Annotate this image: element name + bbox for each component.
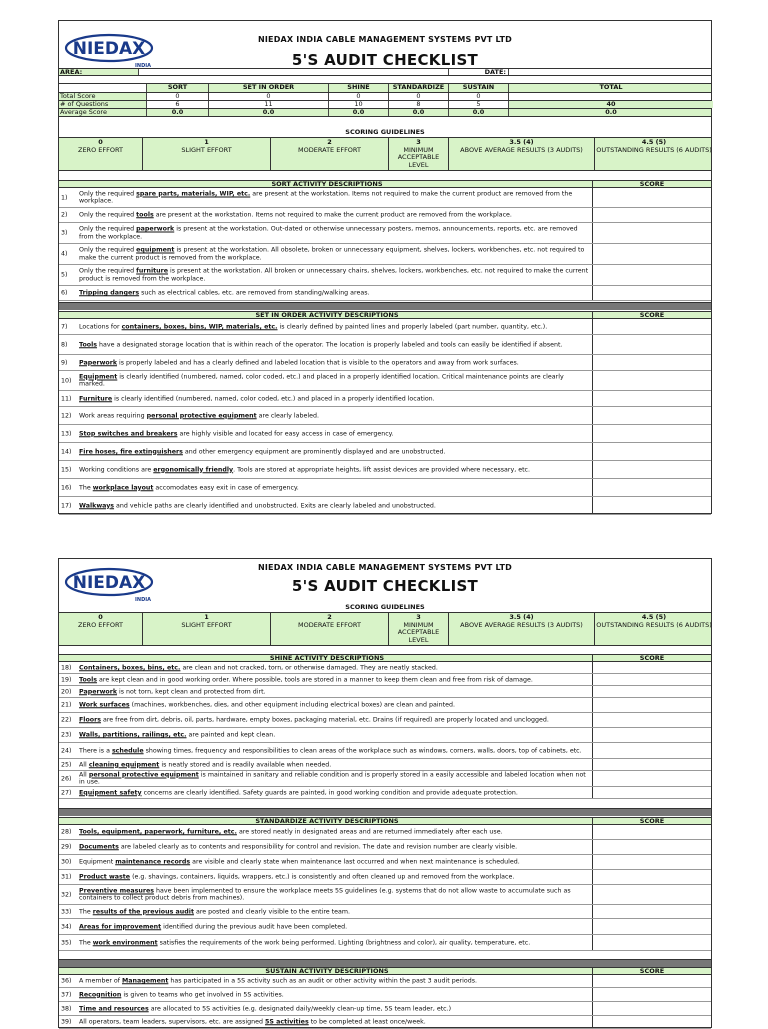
score-input[interactable] bbox=[592, 371, 711, 390]
checklist-item bbox=[59, 371, 711, 391]
summary-row-label: Total Score bbox=[59, 93, 147, 100]
item-number: 1) bbox=[61, 193, 68, 201]
item-description: Only the required equipment is present at the workstation. All obsolete, broken or unnecessary equipment, shelves, lockers, workbenches, etc. not required to make the current product is removed from the workplace. bbox=[79, 246, 585, 261]
item-description: Paperwork is properly labeled and has a clearly defined and labeled location that is visible to the operators and away from work surfaces. bbox=[79, 358, 519, 366]
score-input[interactable] bbox=[592, 443, 711, 460]
section-divider bbox=[59, 302, 711, 310]
guideline-4: 3.5 (4) ABOVE AVERAGE RESULTS (3 AUDITS) bbox=[449, 613, 595, 645]
checklist-item bbox=[59, 771, 711, 787]
item-number: 7) bbox=[61, 322, 68, 330]
score-input[interactable] bbox=[592, 497, 711, 514]
summary-cell: 0 bbox=[209, 93, 329, 100]
summary-header-sustain: SUSTAIN bbox=[449, 84, 509, 92]
item-keyword: personal protective equipment bbox=[88, 771, 199, 778]
item-description: Tripping dangers such as electrical cables, etc. are removed from standing/walking areas. bbox=[79, 289, 370, 297]
section-header-sustain bbox=[59, 967, 711, 975]
item-number: 6) bbox=[61, 289, 68, 297]
item-number: 33) bbox=[61, 907, 72, 915]
item-number: 5) bbox=[61, 271, 68, 279]
checklist-item bbox=[59, 1016, 711, 1029]
item-number: 14) bbox=[61, 447, 72, 455]
item-description: Equipment is clearly identified (numbered, named, color coded, etc.) and placed in a properly identified location. Critical maintenance points are clearly marked. bbox=[79, 373, 564, 388]
score-input[interactable] bbox=[592, 391, 711, 406]
checklist-item bbox=[59, 662, 711, 674]
item-keyword: Tools bbox=[79, 340, 98, 348]
score-input[interactable] bbox=[592, 188, 711, 207]
item-number: 12) bbox=[61, 411, 72, 419]
item-number: 26) bbox=[61, 774, 72, 782]
item-keyword: paperwork bbox=[136, 225, 175, 233]
summary-header-total: TOTAL bbox=[599, 84, 623, 91]
item-description: All operators, team leaders, supervisors, etc. are assigned 5S activities to be completed at least once/week. bbox=[79, 1018, 426, 1026]
item-number: 19) bbox=[61, 675, 72, 683]
item-keyword: Paperwork bbox=[79, 358, 118, 366]
summary-cell: 40 bbox=[509, 101, 713, 108]
item-number: 24) bbox=[61, 746, 72, 754]
summary-cell: 0.0 bbox=[389, 109, 449, 116]
summary-header-shine: SHINE bbox=[329, 84, 389, 92]
checklist-sheet-1 bbox=[58, 20, 712, 514]
date-label: DATE: bbox=[449, 69, 509, 75]
scoring-guidelines bbox=[59, 612, 711, 646]
summary-cell: 0 bbox=[389, 93, 449, 100]
item-description: Only the required furniture is present at the workstation. All broken or unnecessary chairs, shelves, lockers, workbenches, etc. not required to make the current product is removed from the workplace. bbox=[79, 267, 589, 282]
item-number: 20) bbox=[61, 687, 72, 695]
checklist-item bbox=[59, 698, 711, 713]
item-description: The results of the previous audit are posted and clearly visible to the entire team. bbox=[79, 907, 351, 915]
item-keyword: cleaning equipment bbox=[88, 760, 160, 768]
item-description: Stop switches and breakers are highly visible and located for easy access in case of emergency. bbox=[79, 429, 394, 437]
checklist-item bbox=[59, 787, 711, 799]
item-number: 27) bbox=[61, 788, 72, 796]
item-number: 18) bbox=[61, 663, 72, 671]
item-number: 38) bbox=[61, 1004, 72, 1012]
checklist-item bbox=[59, 425, 711, 443]
summary-cell bbox=[509, 93, 713, 100]
item-description: Tools, equipment, paperwork, furniture, etc. are stored neatly in designated areas and are returned immediately after each use. bbox=[79, 828, 503, 836]
item-keyword: Documents bbox=[79, 843, 119, 851]
item-keyword: Stop switches and breakers bbox=[79, 429, 178, 437]
score-input[interactable] bbox=[592, 244, 711, 264]
checklist-item bbox=[59, 686, 711, 698]
guideline-1: 1 SLIGHT EFFORT bbox=[143, 138, 271, 170]
item-description: Documents are labeled clearly as to contents and responsibility for control and revision. The date and revision number are clearly visible. bbox=[79, 843, 518, 851]
item-description: Paperwork is not torn, kept clean and protected from dirt. bbox=[79, 687, 266, 695]
summary-cell: 0.0 bbox=[449, 109, 509, 116]
item-keyword: Walkways bbox=[79, 501, 115, 509]
section-title: SET IN ORDER ACTIVITY DESCRIPTIONS bbox=[255, 311, 399, 319]
item-keyword: 5S activities bbox=[264, 1018, 309, 1026]
summary-row-label: # of Questions bbox=[59, 101, 147, 108]
item-description: The workplace layout accomodates easy exit in case of emergency. bbox=[79, 483, 299, 491]
item-number: 3) bbox=[61, 229, 68, 237]
summary-cell: 5 bbox=[449, 101, 509, 108]
item-keyword: furniture bbox=[136, 267, 168, 275]
item-keyword: Product waste bbox=[79, 873, 131, 881]
item-number: 35) bbox=[61, 938, 72, 946]
item-keyword: personal protective equipment bbox=[146, 411, 257, 419]
section-title: SUSTAIN ACTIVITY DESCRIPTIONS bbox=[265, 967, 389, 975]
score-input[interactable] bbox=[592, 840, 711, 854]
page-title: 5'S AUDIT CHECKLIST bbox=[291, 577, 479, 595]
item-description: The work environment satisfies the requirements of the work being performed. Lighting (brightness and color), air quality, temperature, etc. bbox=[79, 938, 531, 946]
score-input[interactable] bbox=[592, 825, 711, 839]
checklist-item bbox=[59, 713, 711, 728]
item-number: 37) bbox=[61, 990, 72, 998]
item-description: Time and resources are allocated to 5S activities (e.g. designated daily/weekly clean-up time, 5S team leader, etc.) bbox=[79, 1004, 452, 1012]
item-number: 9) bbox=[61, 358, 68, 366]
item-keyword: Fire hoses, fire extinguishers bbox=[79, 447, 183, 455]
checklist-item bbox=[59, 391, 711, 407]
checklist-item bbox=[59, 975, 711, 988]
checklist-item bbox=[59, 265, 711, 286]
summary-cell: 0 bbox=[449, 93, 509, 100]
item-description: Areas for improvement identified during the previous audit have been completed. bbox=[79, 922, 348, 930]
item-keyword: schedule bbox=[111, 746, 144, 754]
checklist-item bbox=[59, 935, 711, 951]
item-number: 13) bbox=[61, 429, 72, 437]
summary-cell: 11 bbox=[209, 101, 329, 108]
item-description: Product waste (e.g. shavings, containers, liquids, wrappers, etc.) is consistently and often cleaned up and removed from the workplace. bbox=[79, 873, 515, 881]
item-keyword: Containers, boxes, bins, etc. bbox=[79, 663, 181, 671]
score-input[interactable] bbox=[592, 713, 711, 727]
item-keyword: containers, boxes, bins, WIP, materials, etc. bbox=[121, 322, 278, 330]
item-number: 17) bbox=[61, 501, 72, 509]
score-input[interactable] bbox=[592, 771, 711, 786]
item-description: Floors are free from dirt, debris, oil, parts, hardware, empty boxes, packaging material, etc. Drains (if required) are properly located and unclogged. bbox=[79, 716, 549, 724]
summary-header-standardize: STANDARDIZE bbox=[389, 84, 449, 92]
checklist-sheet-2 bbox=[58, 558, 712, 1028]
scoring-guidelines bbox=[59, 137, 711, 171]
item-keyword: Walls, partitions, railings, etc. bbox=[79, 731, 187, 739]
item-number: 22) bbox=[61, 716, 72, 724]
score-input[interactable] bbox=[592, 335, 711, 354]
section-divider bbox=[59, 808, 711, 816]
summary-header-set: SET IN ORDER bbox=[209, 84, 329, 92]
checklist-item bbox=[59, 319, 711, 335]
score-input[interactable] bbox=[592, 407, 711, 424]
section-header-sort bbox=[59, 180, 711, 188]
checklist-item bbox=[59, 443, 711, 461]
score-input[interactable] bbox=[592, 1002, 711, 1015]
item-description: All cleaning equipment is neatly stored and is readily available when needed. bbox=[79, 760, 332, 768]
item-description: Recognition is given to teams who get involved in 5S activities. bbox=[79, 990, 284, 998]
guideline-2: 2 MODERATE EFFORT bbox=[271, 613, 389, 645]
section-title: SHINE ACTIVITY DESCRIPTIONS bbox=[269, 654, 385, 662]
item-keyword: Equipment safety bbox=[79, 788, 142, 796]
item-description: Preventive measures have been implemented to ensure the workplace meets 5S guidelines (e.g. systems that do not allow waste to accumulate such as containers to collect product debris from machines). bbox=[79, 887, 571, 902]
checklist-item bbox=[59, 825, 711, 840]
item-keyword: Tripping dangers bbox=[79, 289, 140, 297]
checklist-item bbox=[59, 407, 711, 425]
item-keyword: Floors bbox=[79, 716, 101, 724]
section-header-standardize bbox=[59, 817, 711, 825]
score-input[interactable] bbox=[592, 1016, 711, 1028]
checklist-item bbox=[59, 743, 711, 759]
item-keyword: Time and resources bbox=[79, 1004, 149, 1012]
score-input[interactable] bbox=[592, 461, 711, 478]
item-description: Only the required paperwork is present at the workstation. Out-dated or otherwise unnecessary posters, memos, announcements, reports, etc. are removed from the workplace. bbox=[79, 225, 578, 240]
item-keyword: tools bbox=[136, 211, 154, 219]
checklist-item bbox=[59, 885, 711, 905]
summary-row-label: Average Score bbox=[59, 109, 147, 116]
checklist-item bbox=[59, 840, 711, 855]
section-title: SORT ACTIVITY DESCRIPTIONS bbox=[271, 180, 383, 188]
item-keyword: maintenance records bbox=[115, 858, 191, 866]
checklist-item bbox=[59, 870, 711, 885]
item-keyword: workplace layout bbox=[92, 483, 154, 491]
section-header-set bbox=[59, 311, 711, 319]
item-number: 4) bbox=[61, 250, 68, 258]
item-description: Locations for containers, boxes, bins, WIP, materials, etc. is clearly defined by painted lines and properly labeled (part number, quantity, etc.). bbox=[79, 322, 548, 330]
score-input[interactable] bbox=[592, 425, 711, 442]
score-input[interactable] bbox=[592, 743, 711, 758]
checklist-item bbox=[59, 674, 711, 686]
score-label: SCORE bbox=[592, 968, 711, 974]
item-keyword: ergonomically friendly bbox=[153, 465, 234, 473]
logo-sub: INDIA bbox=[135, 63, 151, 69]
item-number: 21) bbox=[61, 701, 72, 709]
checklist-item bbox=[59, 286, 711, 301]
checklist-item bbox=[59, 728, 711, 743]
guideline-2: 2 MODERATE EFFORT bbox=[271, 138, 389, 170]
item-keyword: Tools bbox=[79, 675, 98, 683]
item-keyword: Preventive measures bbox=[79, 887, 155, 894]
guideline-3: 3 MINIMUM ACCEPTABLE LEVEL bbox=[389, 613, 449, 645]
blank-row bbox=[59, 76, 711, 84]
item-description: Furniture is clearly identified (numbered, named, color coded, etc.) and placed in a properly identified location. bbox=[79, 394, 435, 402]
section-title: STANDARDIZE ACTIVITY DESCRIPTIONS bbox=[255, 817, 399, 825]
summary-cell: 0 bbox=[147, 93, 209, 100]
summary-cell: 0.0 bbox=[605, 109, 617, 116]
score-input[interactable] bbox=[592, 935, 711, 950]
score-input[interactable] bbox=[592, 988, 711, 1001]
item-number: 15) bbox=[61, 465, 72, 473]
score-input[interactable] bbox=[592, 223, 711, 243]
summary-row-total-score bbox=[59, 93, 711, 101]
summary-cell: 0 bbox=[329, 93, 389, 100]
score-input[interactable] bbox=[592, 479, 711, 496]
summary-cell: 0.0 bbox=[147, 109, 209, 116]
item-keyword: Furniture bbox=[79, 394, 113, 402]
score-input[interactable] bbox=[592, 870, 711, 884]
score-input[interactable] bbox=[592, 919, 711, 934]
item-keyword: spare parts, materials, WIP, etc. bbox=[136, 190, 251, 197]
item-description: Working conditions are ergonomically friendly. Tools are stored at appropriate heights, lift assist devices are provided where necessary, etc. bbox=[79, 465, 531, 473]
item-number: 23) bbox=[61, 731, 72, 739]
item-description: Only the required tools are present at the workstation. Items not required to make the current product are removed from the workplace. bbox=[79, 211, 512, 219]
item-description: A member of Management has participated in a 5S activity such as an audit or other activity within the past 3 audit periods. bbox=[79, 977, 478, 985]
logo-text: NIEDAX bbox=[72, 573, 146, 593]
logo-text: NIEDAX bbox=[72, 39, 146, 59]
summary-cell: 8 bbox=[389, 101, 449, 108]
item-number: 32) bbox=[61, 890, 72, 898]
score-input[interactable] bbox=[592, 728, 711, 742]
summary-row-average bbox=[59, 109, 711, 117]
summary-cell: 0.0 bbox=[209, 109, 329, 116]
checklist-item bbox=[59, 919, 711, 935]
company-name: NIEDAX INDIA CABLE MANAGEMENT SYSTEMS PVT LTD bbox=[257, 35, 513, 44]
item-keyword: Management bbox=[121, 977, 169, 985]
summary-header-sort: SORT bbox=[147, 84, 209, 92]
score-input[interactable] bbox=[592, 698, 711, 712]
score-input[interactable] bbox=[592, 885, 711, 904]
checklist-item bbox=[59, 335, 711, 355]
checklist-item bbox=[59, 905, 711, 919]
item-description: Walkways and vehicle paths are clearly identified and unobstructed. Exits are clearly labeled and unobstructed. bbox=[79, 501, 436, 509]
item-keyword: Areas for improvement bbox=[79, 922, 162, 930]
summary-cell: 6 bbox=[147, 101, 209, 108]
score-input[interactable] bbox=[592, 265, 711, 285]
item-description: Walls, partitions, railings, etc. are painted and kept clean. bbox=[79, 731, 276, 739]
guideline-3: 3 MINIMUM ACCEPTABLE LEVEL bbox=[389, 138, 449, 170]
score-input[interactable] bbox=[592, 286, 711, 300]
checklist-item bbox=[59, 244, 711, 265]
checklist-item bbox=[59, 188, 711, 208]
item-number: 16) bbox=[61, 483, 72, 491]
item-description: All personal protective equipment is maintained in sanitary and reliable condition and is properly stored in a easily accessible and labeled location when not in use. bbox=[79, 771, 586, 786]
item-description: There is a schedule showing times, frequency and responsibilities to clean areas of the workplace such as windows, corners, walls, doors, top of cabinets, etc. bbox=[79, 746, 582, 754]
item-description: Work surfaces (machines, workbenches, dies, and other equipment including electrical boxes) are clean and painted. bbox=[79, 701, 455, 709]
score-input[interactable] bbox=[592, 662, 711, 673]
company-name: NIEDAX INDIA CABLE MANAGEMENT SYSTEMS PVT LTD bbox=[257, 563, 513, 572]
score-input[interactable] bbox=[592, 355, 711, 370]
scoring-title: SCORING GUIDELINES bbox=[345, 603, 425, 611]
guideline-1: 1 SLIGHT EFFORT bbox=[143, 613, 271, 645]
guideline-0: 0 ZERO EFFORT bbox=[59, 613, 143, 645]
section-header-shine bbox=[59, 654, 711, 662]
item-number: 30) bbox=[61, 858, 72, 866]
checklist-item bbox=[59, 461, 711, 479]
checklist-item bbox=[59, 223, 711, 244]
item-keyword: Work surfaces bbox=[79, 701, 130, 709]
scoring-title: SCORING GUIDELINES bbox=[345, 128, 425, 136]
guideline-0: 0 ZERO EFFORT bbox=[59, 138, 143, 170]
logo-sub: INDIA bbox=[135, 597, 151, 603]
score-label: SCORE bbox=[592, 181, 711, 187]
item-keyword: Tools, equipment, paperwork, furniture, etc. bbox=[79, 828, 237, 836]
item-keyword: results of the previous audit bbox=[92, 907, 194, 915]
guideline-4: 3.5 (4) ABOVE AVERAGE RESULTS (3 AUDITS) bbox=[449, 138, 595, 170]
score-input[interactable] bbox=[592, 208, 711, 222]
score-label: SCORE bbox=[592, 655, 711, 661]
summary-row-questions bbox=[59, 101, 711, 109]
item-number: 31) bbox=[61, 873, 72, 881]
item-number: 10) bbox=[61, 376, 72, 384]
item-number: 39) bbox=[61, 1018, 72, 1026]
item-number: 29) bbox=[61, 843, 72, 851]
score-input[interactable] bbox=[592, 674, 711, 685]
item-description: Fire hoses, fire extinguishers and other emergency equipment are prominently displayed and are unobstructed. bbox=[79, 447, 446, 455]
area-field[interactable] bbox=[139, 69, 449, 75]
item-keyword: Recognition bbox=[79, 990, 122, 998]
area-date-row bbox=[59, 68, 711, 76]
item-description: Only the required spare parts, materials, WIP, etc. are present at the workstation. Items not required to make the current product are removed from the workplace. bbox=[79, 190, 573, 205]
area-label: AREA: bbox=[59, 69, 139, 75]
item-number: 28) bbox=[61, 828, 72, 836]
date-field[interactable] bbox=[509, 69, 713, 75]
item-keyword: equipment bbox=[136, 246, 175, 254]
guideline-5: 4.5 (5) OUTSTANDING RESULTS (6 AUDITS) bbox=[596, 138, 712, 154]
summary-header-row bbox=[59, 84, 711, 93]
score-input[interactable] bbox=[592, 855, 711, 869]
item-description: Tools have a designated storage location that is within reach of the operator. The location is properly labeled and tools can easily be identified if absent. bbox=[79, 340, 563, 348]
score-label: SCORE bbox=[592, 312, 711, 318]
checklist-item bbox=[59, 855, 711, 870]
item-description: Equipment maintenance records are visible and clearly state when maintenance last occurred and when next maintenance is scheduled. bbox=[79, 858, 520, 866]
item-number: 25) bbox=[61, 760, 72, 768]
score-input[interactable] bbox=[592, 975, 711, 987]
score-input[interactable] bbox=[592, 905, 711, 918]
item-number: 11) bbox=[61, 394, 72, 402]
item-keyword: work environment bbox=[92, 938, 158, 946]
item-description: Tools are kept clean and in good working order. Where possible, tools are stored in a manner to keep them clean and free from risk of damage. bbox=[79, 675, 533, 683]
checklist-item bbox=[59, 208, 711, 223]
item-description: Containers, boxes, bins, etc. are clean and not cracked, torn, or otherwise damaged. They are neatly stacked. bbox=[79, 663, 438, 671]
item-number: 36) bbox=[61, 977, 72, 985]
score-label: SCORE bbox=[592, 818, 711, 824]
page-title: 5'S AUDIT CHECKLIST bbox=[291, 51, 479, 69]
item-number: 8) bbox=[61, 340, 68, 348]
item-keyword: Paperwork bbox=[79, 687, 118, 695]
score-input[interactable] bbox=[592, 319, 711, 334]
checklist-item bbox=[59, 988, 711, 1002]
checklist-item bbox=[59, 479, 711, 497]
checklist-item bbox=[59, 759, 711, 771]
item-number: 2) bbox=[61, 211, 68, 219]
section-divider bbox=[59, 959, 711, 967]
score-input[interactable] bbox=[592, 787, 711, 798]
score-input[interactable] bbox=[592, 686, 711, 697]
item-keyword: Equipment bbox=[79, 373, 118, 380]
summary-cell: 10 bbox=[329, 101, 389, 108]
checklist-item bbox=[59, 497, 711, 515]
score-input[interactable] bbox=[592, 759, 711, 770]
item-description: Equipment safety concerns are clearly identified. Safety guards are painted, in good working condition and provide adequate protection. bbox=[79, 788, 518, 796]
summary-cell: 0.0 bbox=[329, 109, 389, 116]
guideline-5: 4.5 (5) OUTSTANDING RESULTS (6 AUDITS) bbox=[596, 613, 712, 629]
checklist-item bbox=[59, 355, 711, 371]
item-number: 34) bbox=[61, 922, 72, 930]
checklist-item bbox=[59, 1002, 711, 1016]
item-description: Work areas requiring personal protective equipment are clearly labeled. bbox=[79, 411, 319, 419]
